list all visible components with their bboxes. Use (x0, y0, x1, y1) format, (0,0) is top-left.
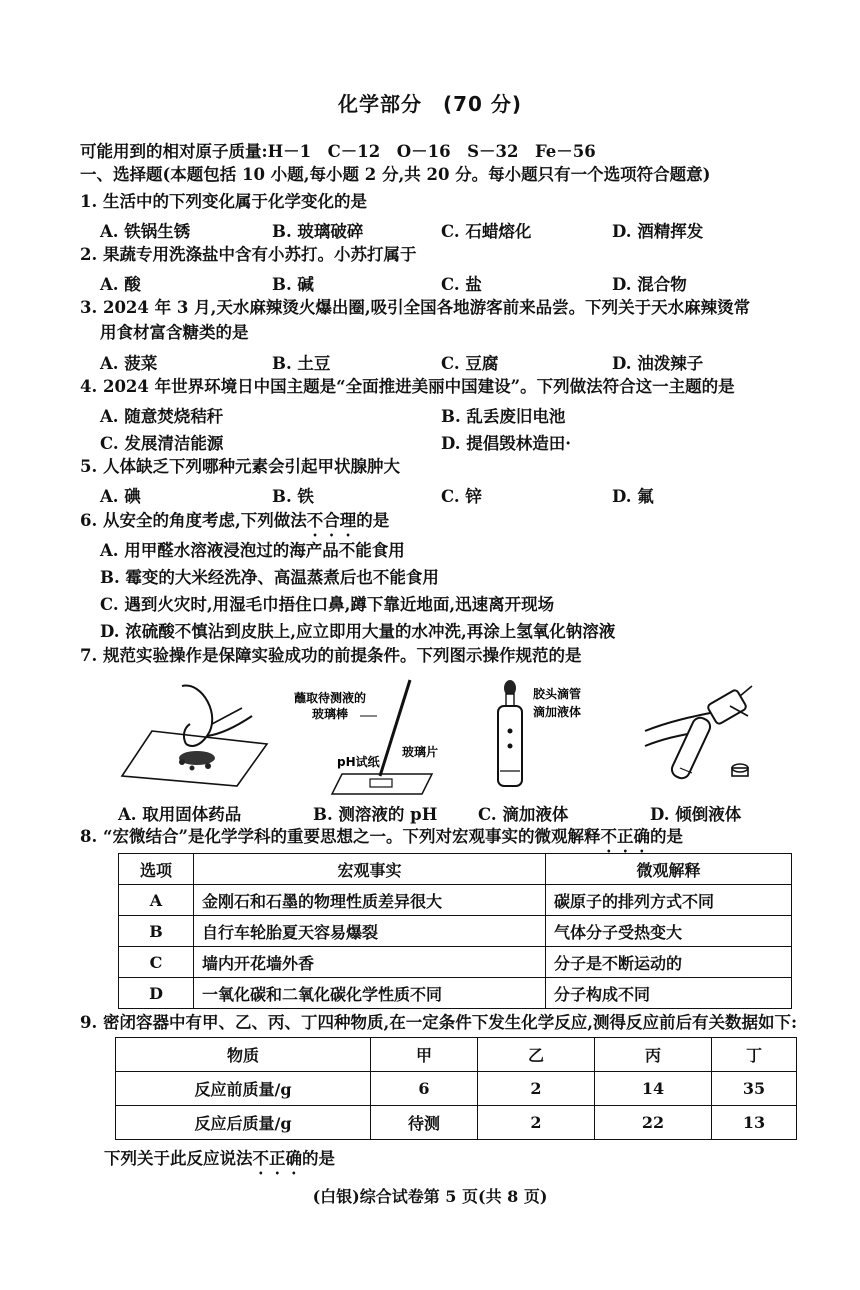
table-cell: 气体分子受热变大 (546, 916, 792, 947)
q5-option-c: C. 锌 (441, 487, 482, 506)
question-8-stem (80, 826, 683, 856)
question-9-tail (104, 1148, 335, 1178)
q9-header-jia: 甲 (371, 1038, 478, 1072)
section-heading: 一、选择题(本题包括 10 小题,每小题 2 分,共 20 分。每小题只有一个选项符合题意) (80, 165, 711, 184)
q9-tail-post: 的是 (302, 1149, 335, 1168)
q9-header-ding: 丁 (712, 1038, 797, 1072)
table-cell: 35 (712, 1072, 797, 1106)
q7-option-d: D. 倾倒液体 (650, 805, 742, 824)
fig-b-label-4: 玻璃片 (402, 745, 439, 759)
q5-option-d: D. 氟 (612, 487, 654, 506)
question-4-stem: 4. 2024 年世界环境日中国主题是“全面推进美丽中国建设”。下列做法符合这一主题的是 (80, 377, 735, 396)
table-cell: 一氧化碳和二氧化碳化学性质不同 (194, 978, 546, 1009)
figure-d-pouring-liquid (640, 676, 770, 796)
q2-option-c: C. 盐 (441, 275, 482, 294)
q4-option-a: A. 随意焚烧秸秆 (100, 407, 224, 426)
table-cell: 13 (712, 1106, 797, 1140)
question-1-stem: 1. 生活中的下列变化属于化学变化的是 (80, 192, 367, 211)
question-2-stem: 2. 果蔬专用洗涤盐中含有小苏打。小苏打属于 (80, 245, 417, 264)
q9-table-header (116, 1038, 797, 1072)
q8-header-micro: 微观解释 (546, 854, 792, 885)
fig-c-label-1: 胶头滴管 (533, 687, 582, 701)
question-3-stem-line2: 用食材富含糖类的是 (100, 323, 249, 342)
q4-option-c: C. 发展清洁能源 (100, 434, 224, 453)
table-cell: D (119, 978, 194, 1009)
q9-header-bing: 丙 (595, 1038, 712, 1072)
figure-b-ph-test (282, 676, 452, 801)
table-cell: 反应前质量/g (116, 1072, 371, 1106)
q6-option-a: A. 用甲醛水溶液浸泡过的海产品不能食用 (100, 541, 405, 560)
q7-option-a: A. 取用固体药品 (118, 805, 242, 824)
atomic-mass-line: 可能用到的相对原子质量:H－1 C－12 O－16 S－32 Fe－56 (80, 142, 596, 161)
question-7-stem: 7. 规范实验操作是保障实验成功的前提条件。下列图示操作规范的是 (80, 646, 582, 665)
q6-stem-post: 的是 (356, 511, 390, 530)
q8-stem-pre: 8. “宏微结合”是化学学科的重要思想之一。下列对宏观事实的微观解释 (80, 827, 601, 846)
q4-option-b: B. 乱丢废旧电池 (441, 407, 566, 426)
q8-stem-post: 的是 (649, 827, 683, 846)
table-row (116, 1106, 797, 1140)
table-cell: A (119, 885, 194, 916)
q3-option-c: C. 豆腐 (441, 354, 499, 373)
q1-option-a: A. 铁锅生锈 (100, 222, 191, 241)
q8-table (118, 853, 792, 1009)
fig-b-label-1: 蘸取待测液的 (294, 691, 367, 705)
table-cell: B (119, 916, 194, 947)
q9-header-yi: 乙 (478, 1038, 595, 1072)
table-row (119, 978, 792, 1009)
q2-option-b: B. 碱 (272, 275, 314, 294)
fig-c-label-2: 滴加液体 (533, 705, 582, 719)
question-5-stem: 5. 人体缺乏下列哪种元素会引起甲状腺肿大 (80, 457, 400, 476)
q1-option-d: D. 酒精挥发 (612, 222, 704, 241)
q2-option-d: D. 混合物 (612, 275, 687, 294)
table-cell: 2 (478, 1072, 595, 1106)
table-row (116, 1072, 797, 1106)
table-row (119, 916, 792, 947)
q3-option-b: B. 土豆 (272, 354, 331, 373)
table-cell: 碳原子的排列方式不同 (546, 885, 792, 916)
fig-b-label-3: pH试纸 (337, 755, 380, 769)
page-footer: (白银)综合试卷第 5 页(共 8 页) (312, 1187, 548, 1206)
q6-stem-emphasis: 不合理 (306, 511, 357, 530)
q8-header-macro: 宏观事实 (194, 854, 546, 885)
q4-option-d: D. 提倡毁林造田· (441, 434, 571, 453)
table-cell: 反应后质量/g (116, 1106, 371, 1140)
q1-option-c: C. 石蜡熔化 (441, 222, 532, 241)
table-cell: 14 (595, 1072, 712, 1106)
q3-option-d: D. 油泼辣子 (612, 354, 704, 373)
table-cell: 金刚石和石墨的物理性质差异很大 (194, 885, 546, 916)
q5-option-b: B. 铁 (272, 487, 314, 506)
q8-header-option: 选项 (119, 854, 194, 885)
q8-table-header (119, 854, 792, 885)
q1-option-b: B. 玻璃破碎 (272, 222, 364, 241)
figure-c-dropper (478, 676, 628, 796)
q8-stem-emphasis: 不正确 (600, 827, 650, 846)
page-title: 化学部分 (70 分) (337, 92, 523, 116)
fig-b-label-2: 玻璃棒 (312, 707, 349, 721)
table-cell: 6 (371, 1072, 478, 1106)
table-row (119, 947, 792, 978)
q9-table (115, 1037, 797, 1140)
table-cell: 2 (478, 1106, 595, 1140)
q6-option-c: C. 遇到火灾时,用湿毛巾捂住口鼻,蹲下靠近地面,迅速离开现场 (100, 595, 555, 614)
table-row (119, 885, 792, 916)
q9-tail-pre: 下列关于此反应说法 (104, 1149, 253, 1168)
table-cell: 分子是不断运动的 (546, 947, 792, 978)
table-cell: 22 (595, 1106, 712, 1140)
q9-header-substance: 物质 (116, 1038, 371, 1072)
question-6-stem (80, 510, 389, 540)
q6-option-d: D. 浓硫酸不慎沾到皮肤上,应立即用大量的水冲洗,再涂上氢氧化钠溶液 (100, 622, 616, 641)
q6-option-b: B. 霉变的大米经洗净、高温蒸煮后也不能食用 (100, 568, 439, 587)
figure-a-solid-reagent (112, 676, 272, 796)
table-cell: 分子构成不同 (546, 978, 792, 1009)
q2-option-a: A. 酸 (100, 275, 141, 294)
q3-option-a: A. 菠菜 (100, 354, 158, 373)
q9-tail-emphasis: 不正确 (252, 1149, 302, 1168)
table-cell: 待测 (371, 1106, 478, 1140)
table-cell: C (119, 947, 194, 978)
q6-stem-pre: 6. 从安全的角度考虑,下列做法 (80, 511, 307, 530)
question-9-stem: 9. 密闭容器中有甲、乙、丙、丁四种物质,在一定条件下发生化学反应,测得反应前后有关数据如下: (80, 1013, 798, 1032)
question-3-stem-line1: 3. 2024 年 3 月,天水麻辣烫火爆出圈,吸引全国各地游客前来品尝。下列关于天水麻辣烫常 (80, 298, 751, 317)
q7-option-c: C. 滴加液体 (478, 805, 569, 824)
table-cell: 自行车轮胎夏天容易爆裂 (194, 916, 546, 947)
q7-option-b: B. 测溶液的 pH (313, 805, 438, 824)
table-cell: 墙内开花墙外香 (194, 947, 546, 978)
q5-option-a: A. 碘 (100, 487, 141, 506)
